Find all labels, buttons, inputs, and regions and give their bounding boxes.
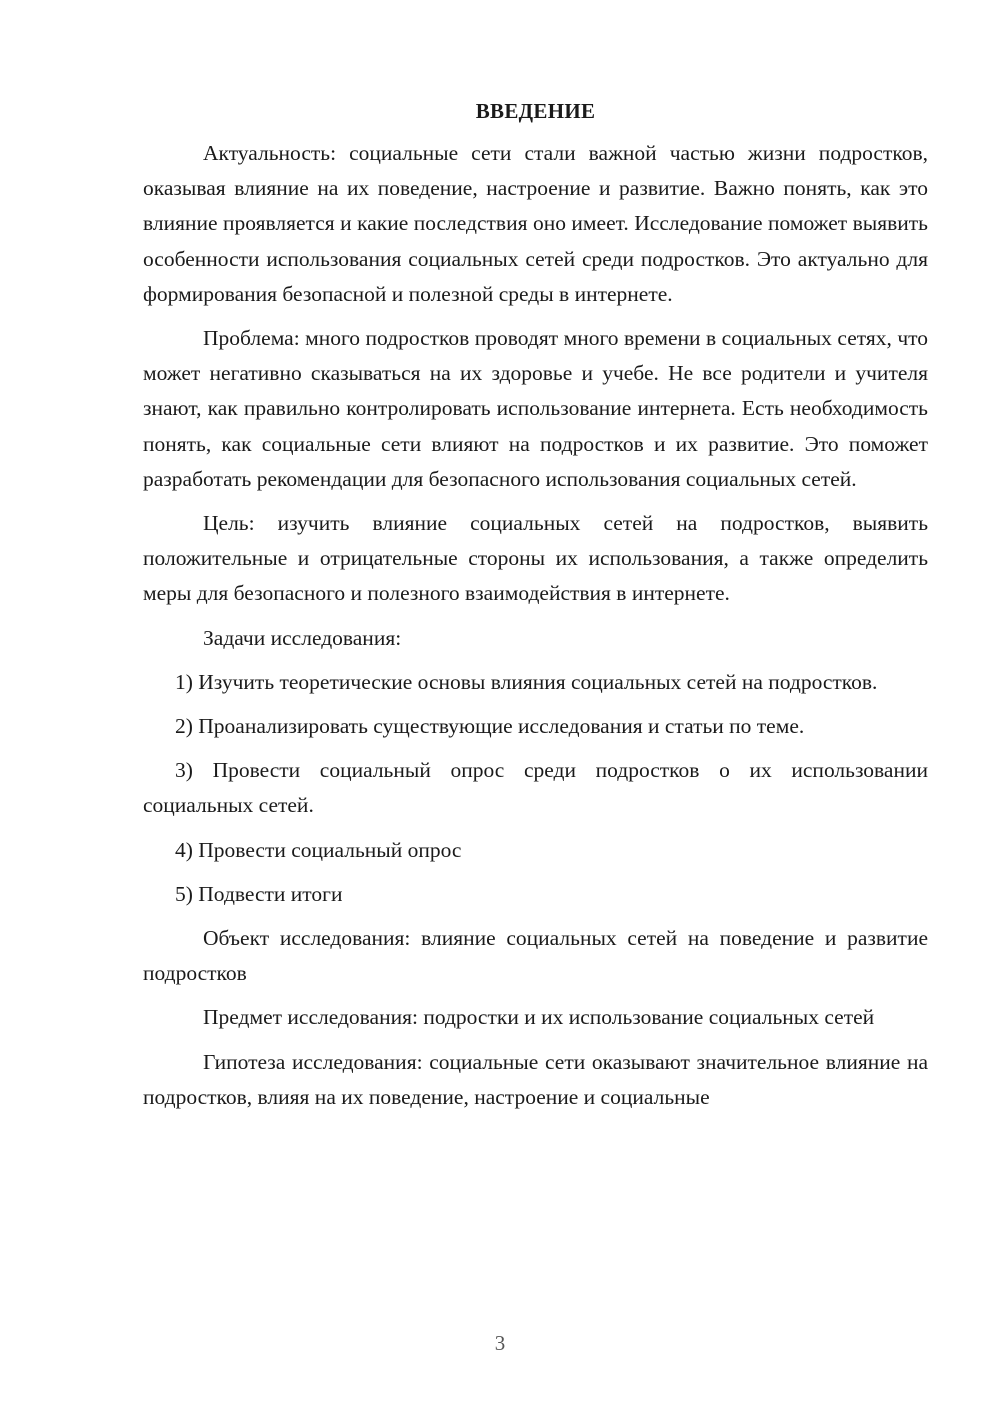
task-item-4: 4) Провести социальный опрос <box>175 837 462 862</box>
goal-paragraph: Цель: изучить влияние социальных сетей на подростков, выявить положительные и отрицательные стороны их использования, а также определить меры для безопасного и полезного взаимодействия в интернете. <box>143 511 928 606</box>
hypothesis-paragraph: Гипотеза исследования: социальные сети оказывают значительное влияние на подростков, влияя на их поведение, настроение и социальные <box>143 1049 928 1109</box>
problem-paragraph: Проблема: много подростков проводят много времени в социальных сетях, что может негативно сказываться на их здоровье и учебе. Не все родители и учителя знают, как правильно контролировать использование интернета. Есть необходимость понять, как социальные сети влияют на подростков и их развитие. Это поможет разработать рекомендации для безопасного использования социальных сетей. <box>143 326 928 491</box>
object-paragraph: Объект исследования: влияние социальных сетей на поведение и развитие подростков <box>143 926 928 986</box>
page-number: 3 <box>494 1331 506 1355</box>
section-title: ВВЕДЕНИЕ <box>475 99 596 123</box>
task-item-3: 3) Провести социальный опрос среди подростков о их использовании социальных сетей. <box>143 758 928 818</box>
relevance-paragraph: Актуальность: социальные сети стали важной частью жизни подростков, оказывая влияние на их поведение, настроение и развитие. Важно понять, как это влияние проявляется и какие последствия оно имеет. Исследование поможет выявить особенности использования социальных сетей среди подростков. Это актуально для формирования безопасной и полезной среды в интернете. <box>143 141 928 306</box>
task-item-1: 1) Изучить теоретические основы влияния социальных сетей на подростков. <box>175 669 878 694</box>
page-content <box>143 96 928 1124</box>
task-item-5: 5) Подвести итоги <box>175 881 343 906</box>
subject-paragraph: Предмет исследования: подростки и их использование социальных сетей <box>203 1005 875 1030</box>
task-item-2: 2) Проанализировать существующие исследования и статьи по теме. <box>175 714 805 739</box>
tasks-heading: Задачи исследования: <box>203 625 402 650</box>
